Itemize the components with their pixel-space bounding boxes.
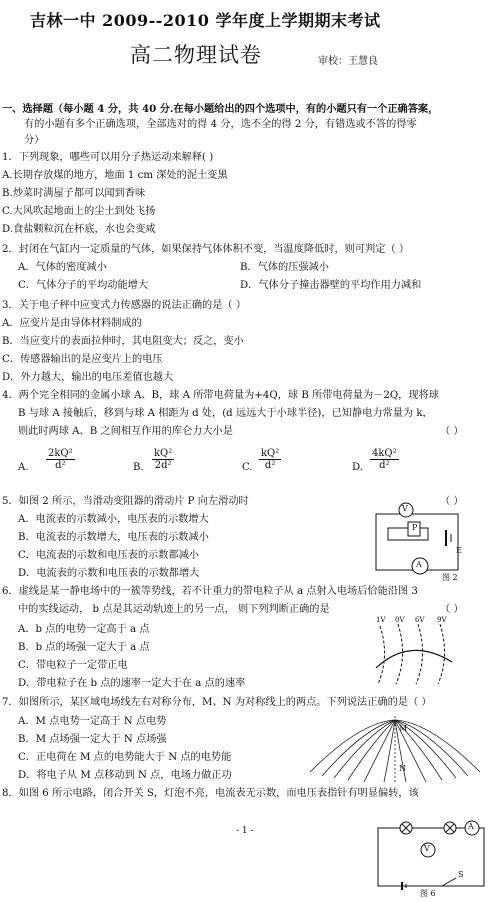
q4-option-b-numerator: kQ² [154,448,173,459]
q4-option-c-label: C. [242,462,253,473]
q4-option-a-numerator: 2kQ² [48,448,73,459]
q4-paren: （ ） [440,426,464,437]
figure-6-circuit [372,818,492,898]
figure-3-label-2: 0V [395,616,405,624]
figure-2-slider-label: P [412,523,418,532]
figure-3-label-1: 1V [376,616,386,624]
figure-3-label-4: 9V [437,616,447,624]
q4-line-2: B 与球 A 接触后，移到与球 A 相距为 d 处，(d 远远大于小球半径)，已知静电力常量为 k， [18,408,433,419]
q3-option-c: C．传感器输出的是应变片上的电压 [2,354,163,365]
q4-line-3: 则此时两球 A、B 之间相互作用的库仑力大小是 [18,426,233,437]
q7-option-a: A．M 点电势一定高于 N 点电势 [18,716,167,727]
figure-field-m-label: M [399,724,408,733]
q2-option-b: B．气体的压强减小 [240,262,329,273]
q8-stem: 8．如图 6 所示电路，闭合开关 S，灯泡不亮，电流表无示数，而电压表指针有明显偏转，该 [2,788,419,799]
figure-3-equipotential [370,616,460,686]
q7-option-c: C．正电荷在 M 点的电势能大于 N 点的电势能 [18,752,232,763]
q6-option-a: A．b 点的电势一定高于 a 点 [18,624,150,635]
figure-field-n-label: N [399,764,406,773]
field-lines-drawing [300,712,490,784]
q5-stem: 5．如图 2 所示，当滑动变阻器的滑动片 P 向左滑动时 [2,496,249,507]
q5-option-d: D．电流表的示数和电压表的示数都增大 [18,568,200,579]
q4-option-b-label: B. [133,462,144,473]
q4-option-d-fraction [370,448,399,471]
q1-option-b: B.炒菜时满屋子都可以闻到香味 [2,188,146,199]
page-number: - 1 - [236,826,254,836]
q3-option-d: D．外力越大，输出的电压差值也越大 [2,372,174,383]
section-heading-2: 有的小题有多个正确选项，全部选对的得 4 分，选不全的得 2 分，有错选或不答的得零 [24,119,417,130]
q7-option-b: B．M 点场强一定大于 N 点场强 [18,734,167,745]
q2-stem: 2．封闭在气缸内一定质量的气体，如果保持气体体积不变，当温度降低时，则可判定（ ） [2,244,410,255]
q6-paren: （ ） [440,604,464,615]
figure-6-caption: 图 6 [420,889,436,898]
figure-2-ammeter-label: A [416,560,422,569]
section-heading-3: 分） [24,135,45,146]
q4-option-a-denominator: d² [55,460,66,471]
figure-2-caption: 图 2 [442,573,458,582]
figure-2-circuit [368,500,468,580]
q1-option-a: A.长期存放煤的地方，地面 1 cm 深处的泥土变黑 [2,170,228,181]
q4-option-a-label: A. [18,462,29,473]
exam-title: 吉林一中 2009--2010 学年度上学期期末考试 [30,11,381,30]
q1-stem: 1．下列现象，哪些可以用分子热运动来解释( ) [2,152,214,163]
q4-option-d-numerator: 4kQ² [372,448,397,459]
q4-option-d-label: D. [352,462,364,473]
q4-option-d-denominator: d² [379,460,390,471]
figure-6-voltmeter-label: V [424,844,430,853]
q4-option-c-numerator: kQ² [261,448,280,459]
q2-option-a: A．气体的密度减小 [18,262,107,273]
q2-option-c: C．气体分子的平均动能增大 [18,280,149,291]
q6-option-b: B．b 点的场强一定大于 a 点 [18,642,150,653]
q5-option-c: C．电流表的示数和电压表的示数都减小 [18,550,199,561]
q5-option-b: B．电流表的示数增大，电压表的示数减小 [18,532,209,543]
q4-line-1: 4．两个完全相同的金属小球 A、B，球 A 所带电荷量为+4Q，球 B 所带电荷量为－2Q，现将球 [2,390,439,401]
q3-option-a: A．应变片是由导体材料制成的 [2,318,142,329]
q3-option-b: B．当应变片的表面拉伸时，其电阻变大；反之，变小 [2,336,244,347]
figure-6-drawing [372,818,492,898]
figure-6-switch-label: S [458,870,464,879]
q7-option-d: D．将电子从 M 点移动到 N 点，电场力做正功 [18,770,232,781]
figure-field-lines [300,712,490,784]
q6-option-c: C．带电粒子一定带正电 [18,660,128,671]
q6-line-1: 6．虚线是某一静电场中的一簇等势线，若不计重力的带电粒子从 a 点射入电场后恰能沿图 3 [2,586,418,597]
q2-option-d: D．气体分子撞击器壁的平均作用力减和 [240,280,422,291]
q1-option-c: C.大风吹起地面上的尘土到处飞扬 [2,206,156,217]
q6-line-2: 中的实线运动， b 点是其运动轨迹上的另一点， 则下列判断正确的是 [18,604,330,615]
q4-option-b-denominator: 2d² [154,460,172,471]
q7-stem: 7．如图所示，某区域电场线左右对称分布，M、N 为对称线上的两点。下列说法正确的是（ ） [2,697,432,708]
figure-2-voltmeter-label: V [402,504,408,513]
q3-stem: 3．关于电子秤中应变式力传感器的说法正确的是（ ） [2,300,247,311]
figure-3-drawing [370,616,460,686]
figure-6-ammeter-label: A [468,822,474,831]
q4-option-c-denominator: d² [264,460,276,471]
reviewer: 审校：王慧良 [318,56,378,67]
section-heading: 一、选择题（每小题 4 分，共 40 分.在每小题给出的四个选项中，有的小题只有一个正确答案， [2,103,439,115]
paper-title: 高二物理试卷 [130,43,262,67]
figure-3-label-3: 6V [415,616,425,624]
q4-option-b-fraction [152,448,174,471]
q1-option-d: D.食盐颗粒沉在杯底，水也会变咸 [2,224,156,235]
q4-option-c-fraction [259,448,281,471]
q6-option-d: D．带电粒子在 b 点的速率一定大于在 a 点的速率 [18,678,246,689]
q5-paren: （ ） [440,496,464,507]
figure-2-battery-label: E [456,546,462,555]
q4-option-a-fraction [46,448,75,471]
q5-option-a: A．电流表的示数减小，电压表的示数增大 [18,514,209,525]
